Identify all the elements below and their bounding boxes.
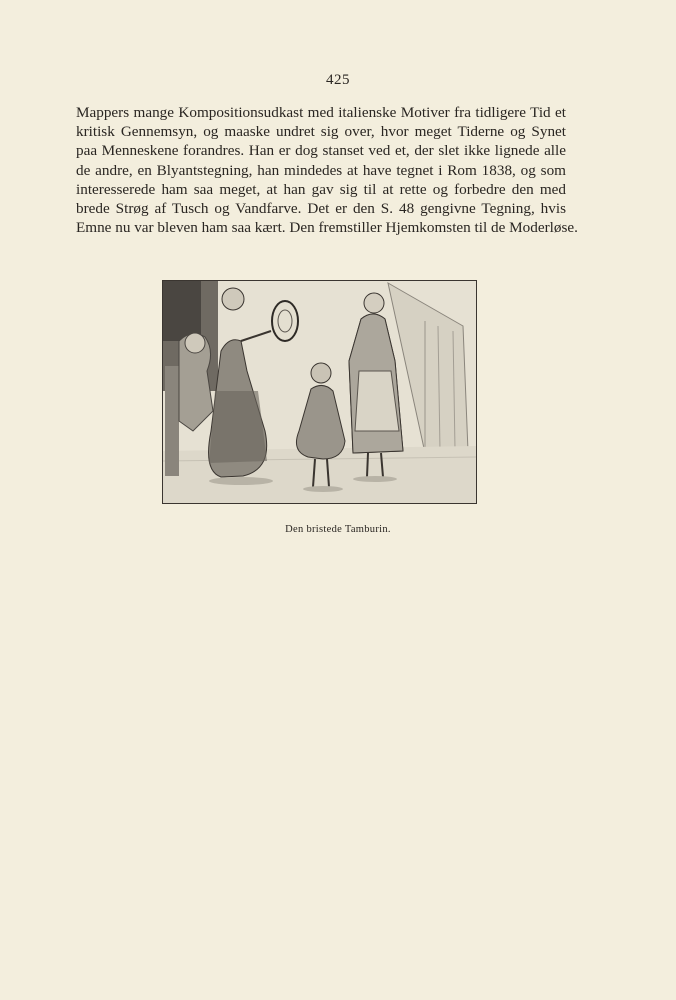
paragraph-line: brede Strøg af Tusch og Vandfarve. Det er den S. 48 gengivne Tegning, hvis bbox=[76, 199, 566, 217]
chair bbox=[165, 366, 179, 476]
illustration-figure bbox=[162, 280, 477, 504]
paragraph-line: interesserede ham saa meget, at han gav sig til at rette og forbedre den med bbox=[76, 180, 566, 198]
illustration-drawing bbox=[163, 281, 476, 503]
tambourine bbox=[272, 301, 298, 341]
paragraph-line: de andre, en Blyantstegning, han mindedes at have tegnet i Rom 1838, og som bbox=[76, 161, 566, 179]
body-paragraph bbox=[76, 103, 578, 237]
paragraph-line: Emne nu var bleven ham saa kært. Den fremstiller Hjemkomsten til de Moderløse. bbox=[76, 219, 578, 237]
figure-caption: Den bristede Tamburin. bbox=[285, 524, 391, 535]
paragraph-line: Mappers mange Kompositionsudkast med italienske Motiver fra tidligere Tid et bbox=[76, 104, 566, 121]
page-number: 425 bbox=[326, 72, 350, 88]
paragraph-line: paa Menneskene forandres. Han er dog stanset ved et, der slet ikke lignede alle bbox=[76, 142, 566, 160]
paragraph-line: kritisk Gennemsyn, og maaske undret sig over, hvor meget Tiderne og Synet bbox=[76, 123, 566, 141]
